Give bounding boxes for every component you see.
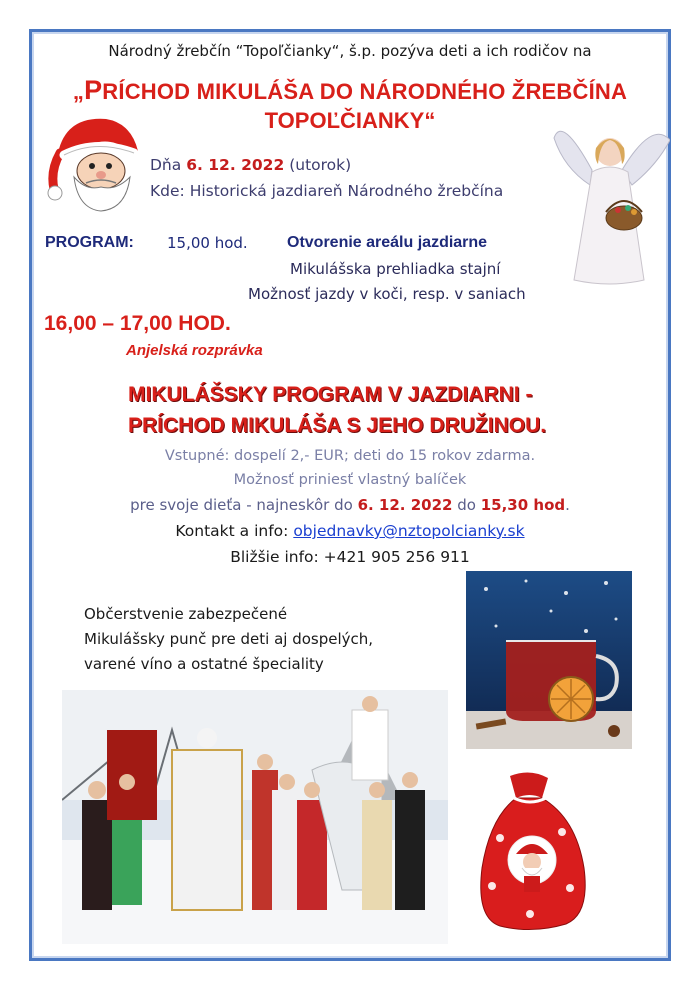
contact-label: Kontakt a info: <box>175 522 294 540</box>
title-line1-rest: RÍCHOD MIKULÁŠA DO NÁRODNÉHO ŽREBČÍNA <box>102 79 628 104</box>
program-time-2: 16,00 – 17,00 HOD. <box>44 312 231 335</box>
program-item: Otvorenie areálu jazdiarne <box>287 234 488 251</box>
deadline-time: 15,30 hod <box>480 496 566 514</box>
refreshments-line: Mikulášsky punč pre deti aj dospelých, <box>84 630 374 648</box>
contact-email-link[interactable]: objednavky@nztopolcianky.sk <box>293 522 525 540</box>
deadline-end: . <box>565 496 570 514</box>
group-photo <box>62 690 448 944</box>
refreshments-line: Občerstvenie zabezpečené <box>84 605 288 623</box>
more-info: Bližšie info: +421 905 256 911 <box>230 548 470 566</box>
title-first-letter: P <box>84 75 103 105</box>
title-quote: „ <box>72 79 85 104</box>
deadline-middle: do <box>452 496 481 514</box>
refreshments-line: varené víno a ostatné špeciality <box>84 655 324 673</box>
event-date <box>150 156 550 174</box>
santa-illustration <box>46 111 146 213</box>
date-value: 6. 12. 2022 <box>186 156 285 174</box>
event-place: Kde: Historická jazdiareň Národného žrebčína <box>150 182 504 200</box>
angel-story: Anjelská rozprávka <box>126 342 263 359</box>
event-title-line2: TOPOĽČIANKY“ <box>264 108 436 133</box>
gift-note: Možnosť priniesť vlastný balíček <box>233 472 467 488</box>
date-suffix: (utorok) <box>284 156 352 174</box>
intro-text: Národný žrebčín “Topoľčianky“, š.p. pozýva deti a ich rodičov na <box>108 42 592 60</box>
program-time: 15,00 hod. <box>167 234 248 252</box>
event-title-line1 <box>40 75 660 106</box>
program-label: PROGRAM: <box>45 234 134 251</box>
refreshments <box>84 602 373 677</box>
contact-line <box>40 522 660 540</box>
headline-line2: PRÍCHOD MIKULÁŠA S JEHO DRUŽINOU. <box>128 414 547 437</box>
program-item: Možnosť jazdy v koči, resp. v saniach <box>248 285 526 303</box>
deadline-date: 6. 12. 2022 <box>357 496 453 514</box>
date-prefix: Dňa <box>150 156 187 174</box>
punch-photo <box>466 571 632 749</box>
entry-fee: Vstupné: dospelí 2,- EUR; deti do 15 rokov zdarma. <box>164 448 536 464</box>
gift-sack-illustration <box>470 768 592 932</box>
program-item: Mikulášska prehliadka stajní <box>290 260 501 278</box>
deadline-prefix: pre svoje dieťa - najneskôr do <box>130 496 358 514</box>
headline-line1: MIKULÁŠSKY PROGRAM V JAZDIARNI - <box>128 383 533 406</box>
gift-deadline <box>40 496 660 514</box>
